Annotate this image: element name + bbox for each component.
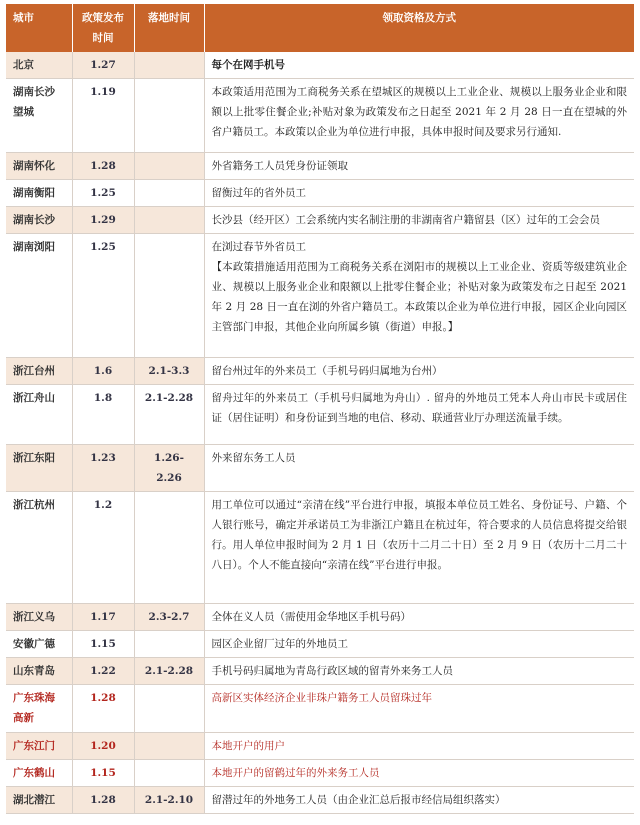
table-row bbox=[6, 207, 634, 234]
landing-cell: 2.1-2.28 bbox=[134, 385, 204, 445]
requirements-cell: 外来留东务工人员 bbox=[204, 445, 634, 492]
header-landing: 落地时间 bbox=[134, 4, 204, 52]
header-requirements: 领取资格及方式 bbox=[204, 4, 634, 52]
landing-cell: 2.1-2.28 bbox=[134, 658, 204, 685]
date-cell: 1.22 bbox=[72, 658, 134, 685]
landing-cell: 2.1-2.10 bbox=[134, 787, 204, 814]
header-city: 城市 bbox=[6, 4, 72, 52]
date-cell: 1.28 bbox=[72, 153, 134, 180]
table-row bbox=[6, 685, 634, 733]
table-header-row bbox=[6, 4, 634, 52]
requirements-cell: 外省籍务工人员凭身份证领取 bbox=[204, 153, 634, 180]
city-cell: 广东江门 bbox=[6, 733, 72, 760]
table-row bbox=[6, 604, 634, 631]
table-row bbox=[6, 631, 634, 658]
landing-cell bbox=[134, 180, 204, 207]
city-cell: 广东鹤山 bbox=[6, 760, 72, 787]
table-row bbox=[6, 358, 634, 385]
city-cell: 浙江舟山 bbox=[6, 385, 72, 445]
table-row bbox=[6, 658, 634, 685]
landing-cell bbox=[134, 79, 204, 153]
table-row bbox=[6, 492, 634, 604]
city-cell: 浙江义乌 bbox=[6, 604, 72, 631]
requirements-cell bbox=[204, 234, 634, 358]
date-cell: 1.2 bbox=[72, 492, 134, 604]
city-cell: 湖北潜江 bbox=[6, 787, 72, 814]
header-date: 政策发布时间 bbox=[72, 4, 134, 52]
table-row bbox=[6, 52, 634, 79]
requirements-cell: 留台州过年的外来员工（手机号码归属地为台州） bbox=[204, 358, 634, 385]
date-cell: 1.15 bbox=[72, 760, 134, 787]
date-cell: 1.8 bbox=[72, 385, 134, 445]
requirements-cell: 用工单位可以通过“亲清在线”平台进行申报，填报本单位员工姓名、身份证号、户籍、个人银行账号，确定并承诺员工为非浙江户籍且在杭过年，符合要求的人员信息将提交给银行。用人单位申报时间为 2 月 1 日（农历十二月二十日）至 2 月 9 日（农历十二月二十八日）。个人不能直接向“亲清在线”平台进行申报。 bbox=[204, 492, 634, 604]
city-cell: 浙江杭州 bbox=[6, 492, 72, 604]
date-cell: 1.29 bbox=[72, 207, 134, 234]
landing-cell: 2.1-3.3 bbox=[134, 358, 204, 385]
city-cell: 湖南长沙望城 bbox=[6, 79, 72, 153]
requirements-cell: 手机号码归属地为青岛行政区域的留青外来务工人员 bbox=[204, 658, 634, 685]
requirements-summary: 在浏过春节外省员工 bbox=[211, 241, 306, 253]
date-cell: 1.28 bbox=[72, 685, 134, 733]
city-cell: 湖南浏阳 bbox=[6, 234, 72, 358]
date-cell: 1.27 bbox=[72, 52, 134, 79]
landing-cell bbox=[134, 685, 204, 733]
table-row bbox=[6, 445, 634, 492]
date-cell: 1.15 bbox=[72, 631, 134, 658]
city-cell: 广东珠海高新 bbox=[6, 685, 72, 733]
date-cell: 1.25 bbox=[72, 234, 134, 358]
requirements-cell: 本地开户的留鹤过年的外来务工人员 bbox=[204, 760, 634, 787]
requirements-cell: 每个在网手机号 bbox=[204, 52, 634, 79]
landing-cell bbox=[134, 492, 204, 604]
requirements-detail: 【本政策措施适用范围为工商税务关系在浏阳市的规模以上工业企业、资质等级建筑业企业、规模以上服务业企业和限额以上批零住餐企业；补贴对象为政策发布之日起至 2021 年 2 月 28 日一直在浏的外省户籍员工。本政策以企业为单位进行申报，园区企业向园区主管部门申报，其他企业向所属乡镇（街道）申报。】 bbox=[211, 261, 627, 333]
landing-cell bbox=[134, 234, 204, 358]
city-cell: 北京 bbox=[6, 52, 72, 79]
table-row bbox=[6, 79, 634, 153]
landing-cell bbox=[134, 153, 204, 180]
date-cell: 1.23 bbox=[72, 445, 134, 492]
requirements-cell: 留潜过年的外地务工人员（由企业汇总后报市经信局组织落实） bbox=[204, 787, 634, 814]
table-row bbox=[6, 760, 634, 787]
requirements-cell: 留衡过年的省外员工 bbox=[204, 180, 634, 207]
date-cell: 1.20 bbox=[72, 733, 134, 760]
landing-cell: 1.26-2.26 bbox=[134, 445, 204, 492]
requirements-cell: 本政策适用范围为工商税务关系在望城区的规模以上工业企业、规模以上服务业企业和限额以上批零住餐企业;补贴对象为政策发布之日起至 2021 年 2 月 28 日一直在望城的外省户籍员工。本政策以企业为单位进行申报，具体申报时间及要求另行通知. bbox=[204, 79, 634, 153]
table-row bbox=[6, 234, 634, 358]
date-cell: 1.25 bbox=[72, 180, 134, 207]
date-cell: 1.6 bbox=[72, 358, 134, 385]
city-cell: 安徽广德 bbox=[6, 631, 72, 658]
landing-cell bbox=[134, 207, 204, 234]
requirements-cell: 留舟过年的外来员工（手机号归属地为舟山）. 留舟的外地员工凭本人舟山市民卡或居住证（居住证明）和身份证到当地的电信、移动、联通营业厅办理送流量手续。 bbox=[204, 385, 634, 445]
table-row bbox=[6, 733, 634, 760]
city-cell: 湖南怀化 bbox=[6, 153, 72, 180]
landing-cell bbox=[134, 52, 204, 79]
landing-cell bbox=[134, 760, 204, 787]
date-cell: 1.17 bbox=[72, 604, 134, 631]
city-cell: 浙江台州 bbox=[6, 358, 72, 385]
table-row bbox=[6, 180, 634, 207]
table-row bbox=[6, 153, 634, 180]
city-cell: 浙江东阳 bbox=[6, 445, 72, 492]
table-row bbox=[6, 385, 634, 445]
date-cell: 1.19 bbox=[72, 79, 134, 153]
landing-cell bbox=[134, 733, 204, 760]
city-cell: 湖南衡阳 bbox=[6, 180, 72, 207]
landing-cell bbox=[134, 631, 204, 658]
city-cell: 湖南长沙 bbox=[6, 207, 72, 234]
requirements-cell: 本地开户的用户 bbox=[204, 733, 634, 760]
requirements-cell: 园区企业留厂过年的外地员工 bbox=[204, 631, 634, 658]
requirements-cell: 全体在义人员（需使用金华地区手机号码） bbox=[204, 604, 634, 631]
requirements-cell: 长沙县（经开区）工会系统内实名制注册的非湖南省户籍留县（区）过年的工会会员 bbox=[204, 207, 634, 234]
table-row bbox=[6, 787, 634, 814]
city-cell: 山东青岛 bbox=[6, 658, 72, 685]
landing-cell: 2.3-2.7 bbox=[134, 604, 204, 631]
date-cell: 1.28 bbox=[72, 787, 134, 814]
policy-table bbox=[6, 4, 634, 814]
requirements-cell: 高新区实体经济企业非珠户籍务工人员留珠过年 bbox=[204, 685, 634, 733]
